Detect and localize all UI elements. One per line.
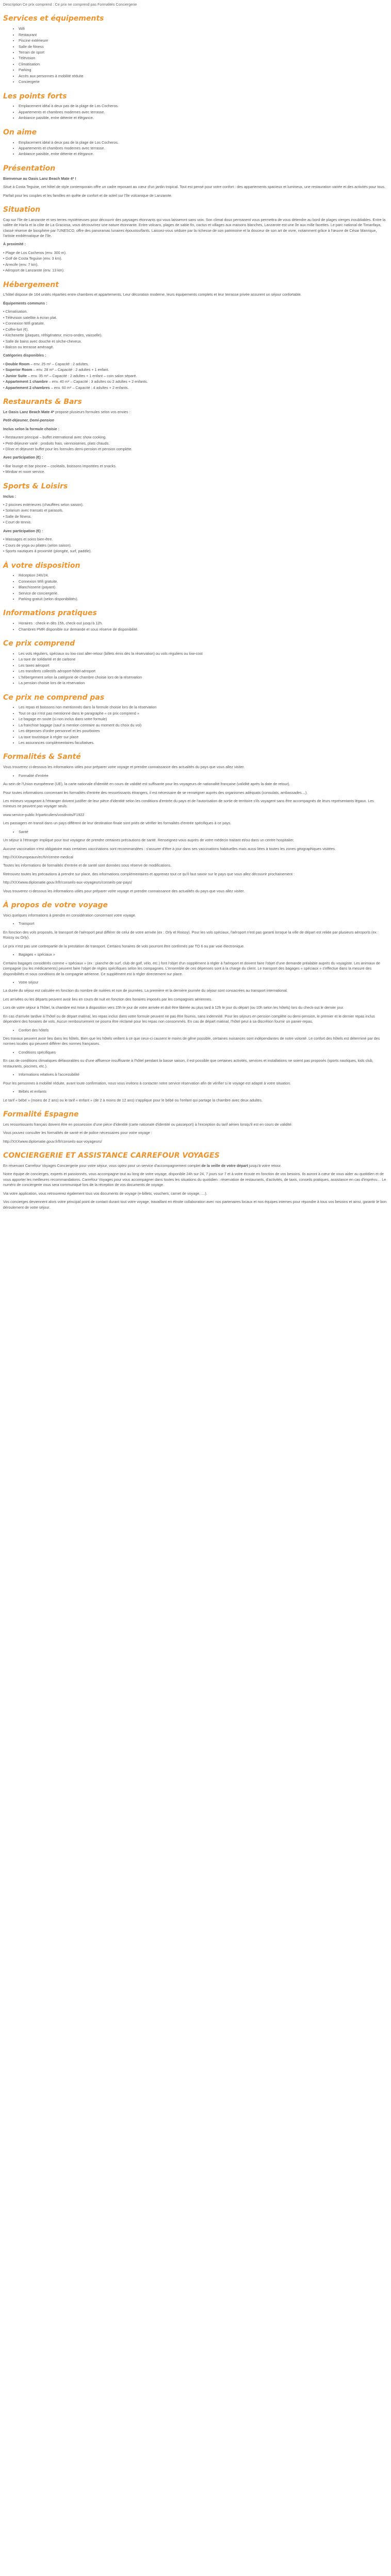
list-item: • Coffre-fort (€).	[3, 327, 29, 332]
about-text: En fonction des vols proposés, le transport de l'aéroport peut différer de celui de votre arrivée (ex : Orly et Roissy). Pour les vols spéciaux, l'aéroport n'est pas garanti lorsque la ville de départ est reliée par plusieurs aéroports (ex : Roissy ou Orly).	[3, 929, 379, 940]
list-item: • Superior Room – env. 28 m² – Capacité : 2 adultes + 1 enfant.	[3, 367, 109, 372]
list-item: • Chambres PMR disponible sur demande et sous réserve de disponibilité.	[19, 627, 388, 632]
accommodation-intro: L'hôtel dispose de 164 unités réparties entre chambres et appartements. Leur décoration moderne, leurs équipements complets et leur terrasse privée assurent un séjour confortable.	[3, 292, 302, 297]
list-item: • Tout ce qui n'est pas mentionné dans le paragraphe « ce prix comprend »	[19, 711, 388, 716]
list-item: • Confort des hôtels	[19, 1028, 388, 1033]
about-text: Le prix n'est pas une contrepartie de la prestation de transport. Certains horaires de vols pourront être confirmés par TO 6 ou par voie électronique.	[3, 943, 245, 948]
list-item: • Climatisation	[19, 62, 388, 67]
list-item: • Bagages « spéciaux »	[19, 952, 388, 957]
concierge-text: Notre équipe de concierges, experts et passionnés, vous accompagne tout au long de votre voyage, disponible 24h sur 24, 7 jours sur 7 et à votre écoute en fonction de vos besoins. Ils auront à cœur de vous aider au quotidien et de vous apporter les meilleures recommandations. Carrefour Voyages pour vous accompagner dans toutes les situations du quotidien : réservation de restaurants, d'activités, de taxis, conseils pratiques, assistance en cas d'imprévu… Le numéro de conciergerie vous sera communiqué lors de la réception de vos documents de voyage.	[3, 1172, 386, 1188]
list-item: • Piscine extérieure	[19, 38, 388, 43]
list-item: • Les assurances complémentaires facultatives.	[19, 740, 388, 745]
accommodation-title: Hébergement	[3, 280, 59, 289]
about-text: Le tarif « bébé » (moins de 2 ans) ou le tarif « enfant » (de 2 à moins de 12 ans) s'applique pour le bébé ou l'enfant qui partage la chambre avec deux adultes.	[3, 1097, 263, 1103]
presentation-text: Situé à Costa Teguise, cet hôtel de style contemporain offre un cadre reposant au cœur d'un jardin tropical. Tout est pensé pour votre confort : des appartements spacieux et lumineux, une restauration variée et des activités pour tous.	[3, 184, 385, 190]
list-item: • L'hébergement selon la catégorie de chambre choisie lors de la réservation	[19, 675, 388, 680]
list-item: • La pension choisie lors de la réservation	[19, 681, 388, 686]
list-item: • Emplacement idéal à deux pas de la plage de Los Cocheros.	[19, 104, 388, 109]
list-item: • Les dépenses d'ordre personnel et les pourboires	[19, 728, 388, 734]
about-intro: Voici quelques informations à prendre en considération concernant votre voyage.	[3, 913, 136, 918]
restaurants-paid-list	[3, 464, 388, 475]
sports-included-list	[3, 502, 388, 526]
list-item: • Conciergerie	[19, 79, 388, 84]
about-text: Lors de votre séjour à l'hôtel, la chambre est mise à disposition vers 15h le jour de votre arrivée et doit être libérée au plus tard à 12h le jour du départ (ou 10h selon les hôtels) lors du check-out le dernier jour.	[3, 1005, 344, 1010]
concierge-text: Via votre application, vous retrouverez également tous vos documents de voyage (e-billets, vouchers, carnet de voyage, …).	[3, 1191, 207, 1196]
about-text: Les arrivées ou les départs peuvent avoir lieu en cours de nuit en fonction des horaires imposés par les compagnies aériennes.	[3, 996, 213, 1002]
list-item: • Petit-déjeuner varié : produits frais, viennoiseries, plats chauds.	[3, 440, 110, 446]
presentation-title: Présentation	[3, 164, 56, 173]
about-text: Pour les personnes à mobilité réduite, avant toute confirmation, nous vous invitons à contacter notre service réservation afin de vérifier si le voyage est adapté à votre situation.	[3, 1080, 291, 1086]
list-item: • La taxe de solidarité et de carbone	[19, 657, 388, 662]
list-item: • Réception 24h/24.	[19, 573, 388, 578]
spain-text: Vous pouvez consulter les formalités de santé et de police nécessaires pour votre voyage :	[3, 1130, 152, 1136]
situation-text: Cap sur l'île de Lanzarote et ses terres mystérieuses pour découvrir des paysages étonnants qui vous laisseront sans voix. Son climat doux permanent vous permettra de vous détendre au bord de plages vierges inoubliables. Entre la vallée de Haría et la côte de La Graciosa, vous découvrirez une nature étonnante. Entre volcans, plages de sable fin, cactus et villages aux maisons blanches, Lanzarote est une île aux mille facettes. Le parc national de Timanfaya, classé réserve de biosphère par l'UNESCO, offre des panoramas lunaires époustouflants. Laissez-vous séduire par la richesse de son patrimoine et la douceur de son art de vivre, notamment grâce à l'œuvre de César Manrique, l'artiste emblématique de l'île.	[3, 217, 386, 239]
list-item: • Restaurant	[19, 32, 388, 38]
list-item: • Transport	[19, 921, 388, 926]
formalities-text: Vous trouverez ci-dessous les informations utiles pour préparer votre voyage et prendre connaissance des actualités du pays que vous allez visiter.	[3, 888, 245, 893]
list-item: • Blanchisserie (payant).	[19, 585, 388, 590]
list-item: • Bébés et enfants	[19, 1089, 388, 1094]
list-item: • Emplacement idéal à deux pas de la plage de Los Cocheros.	[19, 140, 388, 145]
about-text: La durée du séjour est calculée en fonction du nombre de nuitées et non de journées. La première et la dernière journée du séjour sont consacrées au transport international.	[3, 988, 288, 993]
list-item: • Service de conciergerie.	[19, 591, 388, 596]
restaurants-paid-label: Avec participation (€) :	[3, 455, 43, 460]
list-item: • Aéroport de Lanzarote (env. 13 km).	[3, 268, 65, 273]
about-title: À propos de votre voyage	[3, 901, 108, 910]
formalities-link[interactable]: http://XXXwww.diplomatie.gouv.fr/fr/conseils-aux-voyageurs/conseils-par-pays/	[3, 880, 132, 885]
list-item: • Terrain de sport	[19, 50, 388, 55]
list-item: • Accès aux personnes à mobilité réduite	[19, 74, 388, 79]
loved-list	[3, 140, 388, 157]
list-item: • Horaires : check-in dès 15h, check-out jusqu'à 12h.	[19, 621, 388, 626]
concierge-text: En réservant Carrefour Voyages Conciergerie pour votre séjour, vous optez pour un service d'accompagnement complet de la veille de votre départ jusqu'à votre retour.	[3, 1163, 282, 1168]
list-item: • Junior Suite – env. 35 m² – Capacité : 2 adultes + 1 enfant – coin salon séparé.	[3, 373, 137, 378]
excludes-list	[3, 705, 388, 745]
strengths-list	[3, 104, 388, 121]
formalities-entry	[3, 773, 388, 778]
list-item: • Solarium avec transats et parasols.	[3, 508, 63, 513]
services-title: Services et équipements	[3, 14, 104, 23]
spain-text: Les ressortissants français doivent être en possession d'une pièce d'identité (carte nationale d'identité ou passeport) à l'exception du tarif aérien lorsqu'il est en cours de validité.	[3, 1122, 293, 1127]
list-item: • Formalité d'entrée	[19, 773, 388, 778]
list-item: • Appartements et chambres modernes avec terrasse.	[19, 146, 388, 151]
list-item: • Massages et soins bien-être.	[3, 537, 53, 542]
restaurants-intro: Le Oasis Lanz Beach Mate 4* propose plusieurs formules selon vos envies :	[3, 409, 131, 414]
formalities-text: Les passagers en transit dans un pays différent de leur destination finale sont priés de vérifier les formalités d'entrée spécifiques à ce pays.	[3, 821, 232, 826]
proximity-list	[3, 250, 388, 274]
formalities-intro: Vous trouverez ci-dessous les informations utiles pour préparer votre voyage et prendre connaissance des actualités du pays que vous allez visiter.	[3, 765, 245, 770]
list-item: • Dîner et déjeuner buffet pour les formules demi-pension et pension complète.	[3, 447, 133, 452]
list-item: • Minibar et room service.	[3, 469, 45, 474]
equipment-label: Équipements communs :	[3, 300, 47, 306]
list-item: • Court de tennis.	[3, 520, 32, 525]
proximity-label: À proximité :	[3, 242, 26, 247]
list-item: • Connexion Wifi gratuite.	[3, 321, 45, 326]
restaurants-subintro: Petit-déjeuner, Demi-pension	[3, 418, 55, 423]
list-item: • Salle de bains avec douche et sèche-cheveux.	[3, 338, 82, 344]
categories-label: Catégories disponibles :	[3, 353, 46, 358]
about-bullet	[3, 1089, 388, 1094]
list-item: • Le bagage en soute (si non inclus dans votre formule)	[19, 717, 388, 722]
loved-title: On aime	[3, 128, 37, 137]
sports-included-label: Inclus :	[3, 494, 17, 499]
list-item: • Golf de Costa Teguise (env. 3 km).	[3, 256, 62, 261]
strengths-title: Les points forts	[3, 92, 67, 100]
list-item: • Ambiance paisible, entre détente et élégance.	[19, 115, 388, 121]
list-item: • Arrecife (env. 7 km).	[3, 262, 39, 267]
list-item: • Votre séjour	[19, 980, 388, 985]
top-note: Description Ce prix comprend : Ce prix ne comprend pas Formalités Conciergerie	[3, 2, 137, 7]
sports-paid-list	[3, 537, 388, 554]
about-bullet	[3, 952, 388, 957]
sports-title: Sports & Loisirs	[3, 482, 68, 490]
list-item: • Parking	[19, 67, 388, 73]
formula-list	[3, 435, 388, 452]
list-item: • Ambiance paisible, entre détente et élégance.	[19, 151, 388, 157]
list-item: • Climatisation.	[3, 309, 28, 314]
concierge-title: CONCIERGERIE ET ASSISTANCE CARREFOUR VOYAGES	[3, 1151, 220, 1160]
formalities-text: Pour toutes informations concernant les formalités d'entrée des ressortissants étrangers, il est nécessaire de se renseigner auprès des organismes adéquats (consulats, ambassades…).	[3, 790, 308, 795]
formalities-text: Retrouvez toutes les précautions à prendre sur place, des informations complémentaires et apprenez tout ce qu'il faut savoir sur le pays que vous allez découvrir prochainement :	[3, 871, 295, 876]
list-item: • Connexion Wifi gratuite.	[19, 579, 388, 584]
formula-label: Inclus selon la formule choisie :	[3, 426, 60, 431]
list-item: • Balcon ou terrasse aménagé.	[3, 344, 54, 349]
list-item: • Bar lounge et bar piscine – cocktails, boissons importées et snacks.	[3, 463, 117, 468]
practical-list	[3, 621, 388, 632]
about-bullet	[3, 1050, 388, 1055]
presentation-text: Parfait pour les couples et les familles en quête de confort et de soleil sur l'île volcanique de Lanzarote.	[3, 193, 172, 198]
list-item: • Les transferts collectifs aéroport-hôtel-aéroport	[19, 669, 388, 674]
about-text: En cas d'arrivée tardive à l'hôtel ou de départ matinal, les repas inclus dans votre formule peuvent ne pas être fournis, sans indemnité. Pour les séjours en pension complète ou demi-pension, le premier et le dernier repas inclus dépendent des horaires de vols. Aucun remboursement ne pourra être réclamé pour les repas non consommés. En cas de départ matinal, l'hôtel peut à sa discrétion fournir un panier-repas.	[3, 1013, 375, 1024]
list-item: • Les taxes aéroport	[19, 663, 388, 668]
list-item: • Restaurant principal – buffet international avec show cooking.	[3, 435, 107, 440]
product-description	[0, 0, 391, 1218]
restaurants-title: Restaurants & Bars	[3, 398, 82, 406]
formalities-title: Formalités & Santé	[3, 753, 81, 761]
about-text: Des travaux peuvent avoir lieu dans les hôtels. Bien que les hôtels veillent à ce que ceux-ci causent le moins de gêne possible, certaines nuisances sont indépendantes de notre volonté. Le confort des hôtels est déterminé par des normes locales qui peuvent différer des normes françaises.	[3, 1036, 380, 1046]
about-bullet	[3, 1072, 388, 1077]
formalities-text: Un séjour à l'étranger implique pour tout voyageur de prendre certaines précautions de santé. Renseignez-vous auprès de votre médecin traitant et/ou dans un centre hospitalier.	[3, 838, 295, 843]
equipment-list	[3, 309, 388, 350]
about-bullet	[3, 921, 388, 926]
presentation-welcome: Bienvenue au Oasis Lanz Beach Mate 4* !	[3, 176, 76, 181]
list-item: • Télévision	[19, 56, 388, 61]
list-item: • Informations relatives à l'accessibilité	[19, 1072, 388, 1077]
list-item: • Conditions spécifiques	[19, 1050, 388, 1055]
formalities-health	[3, 829, 388, 835]
list-item: • Wifi	[19, 26, 388, 31]
list-item: • Cours de yoga ou pilates (selon saison).	[3, 543, 72, 548]
formalities-link[interactable]: www.service-public.fr/particuliers/vosdroits/F1922	[3, 812, 85, 817]
list-item: • Appartement 2 chambres – env. 60 m² – Capacité : 4 adultes + 2 enfants.	[3, 385, 129, 390]
formalities-text: Au sein de l'Union européenne (UE), la carte nationale d'identité en cours de validité est suffisante pour les voyageurs de nationalité française (validité après la date de retour).	[3, 782, 290, 787]
about-text: Certains bagages considérés comme « spéciaux » (ex : planche de surf, club de golf, vélo, etc.) font l'objet d'un supplément à régler à l'aéroport et doivent faire l'objet d'une demande préalable auprès du voyagiste. Les animaux de compagnie (ou les médicaments) peuvent faire l'objet de règles spécifiques selon les compagnies. L'ensemble de ces dépenses sont à la charge du client. Le transport des bagages « spéciaux » s'effectue dans la mesure des disponibilités et sous conditions de la compagnie aérienne. Ce supplément est à régler directement sur place.	[3, 960, 380, 976]
list-item: • La taxe touristique à régler sur place	[19, 735, 388, 740]
about-text: En cas de conditions climatiques défavorables ou d'une affluence insuffisante à l'hôtel pendant la basse saison, il est possible que certaines activités, services et installations ne soient pas proposés (sports nautiques, kids club, restaurants, piscines, etc.).	[3, 1058, 373, 1069]
practical-title: Informations pratiques	[3, 609, 97, 618]
list-item: • Appartements et chambres modernes avec terrasse.	[19, 110, 388, 115]
list-item: • Santé	[19, 829, 388, 835]
formalities-text: Toutes les informations de formalités d'entrée et de santé sont données sous réserve de modifications.	[3, 863, 172, 868]
list-item: • Les vols réguliers, spéciaux ou low cost aller-retour (billets émis dès la réservation) ou vols réguliers ou low-cost	[19, 651, 388, 656]
includes-list	[3, 651, 388, 686]
list-item: • La franchise bagage (sauf si mention contraire au moment du choix du vol)	[19, 723, 388, 728]
about-bullet	[3, 980, 388, 985]
list-item: • Double Room – env. 25 m² – Capacité : 2 adultes.	[3, 361, 89, 366]
onsite-title: À votre disposition	[3, 561, 80, 570]
list-item: • Télévision satellite à écran plat.	[3, 315, 57, 320]
list-item: • Les repas et boissons non mentionnés dans la formule choisie lors de la réservation	[19, 705, 388, 710]
list-item: • Salle de fitness.	[3, 514, 32, 519]
onsite-list	[3, 573, 388, 602]
list-item: • Kitchenette (plaques, réfrigérateur, micro-ondes, vaisselle).	[3, 333, 103, 338]
services-list	[3, 26, 388, 84]
list-item: • Sports nautiques à proximité (plongée, surf, paddle).	[3, 549, 92, 554]
concierge-text: Vos concierges deviennent alors votre principal point de contact durant tout votre voyage, travaillant en étroite collaboration avec nos partenaires locaux et nos équipes internes pour répondre à tous vos besoins et ainsi, garantir le bon déroulement de votre séjour.	[3, 1199, 387, 1210]
about-bullet	[3, 1028, 388, 1033]
includes-title: Ce prix comprend	[3, 639, 75, 648]
excludes-title: Ce prix ne comprend pas	[3, 693, 105, 702]
sports-paid-label: Avec participation (€) :	[3, 528, 43, 533]
formalities-text: Les mineurs voyageant à l'étranger doivent justifier de leur pièce d'identité selon les conditions d'entrée du pays et de l'autorisation de sortie de territoire s'ils voyagent sans être accompagnés de leurs représentants légaux. Les mineurs ne peuvent pas voyager seuls.	[3, 798, 374, 809]
categories-list	[3, 362, 388, 391]
situation-title: Situation	[3, 205, 41, 214]
list-item: • Plage de Los Cocheros (env. 300 m).	[3, 250, 67, 255]
formalities-link[interactable]: http://XXXeuropeaun/ec/h/r/centre-medical	[3, 855, 73, 860]
list-item: • 2 piscines extérieures (chauffées selon saison).	[3, 502, 84, 507]
list-item: • Appartement 1 chambre – env. 40 m² – Capacité : 3 adultes ou 2 adultes + 2 enfants.	[3, 379, 148, 384]
list-item: • Parking gratuit (selon disponibilités).	[19, 597, 388, 602]
spain-title: Formalité Espagne	[3, 1110, 79, 1118]
formalities-text: Aucune vaccination n'est obligatoire mais certaines vaccinations sont recommandées : s'assurer d'être à jour dans ses vaccinations habituelles mais aussi liées à toutes les zones géographiques visitées.	[3, 846, 336, 851]
spain-link[interactable]: http://XXXwww.diplomatie.gouv.fr/fr/conseils-aux-voyageurs/	[3, 1139, 102, 1144]
list-item: • Salle de fitness	[19, 44, 388, 49]
